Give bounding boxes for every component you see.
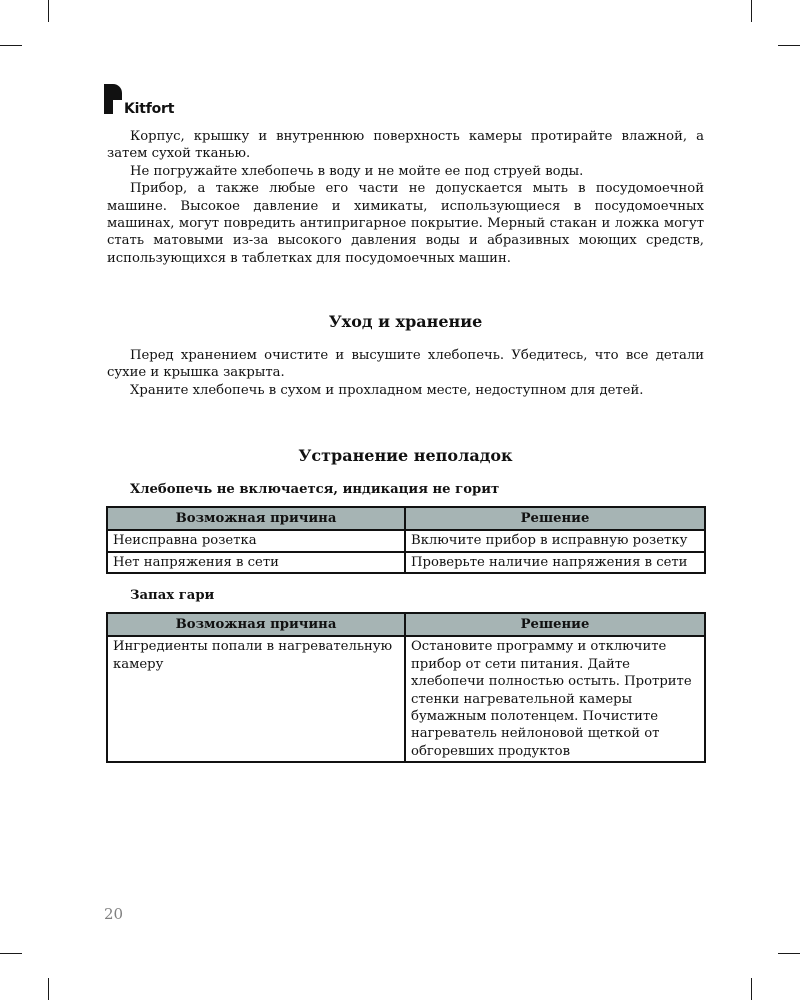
intro-paragraph: Корпус, крышку и внутреннюю поверхность камеры протирайте влажной, а затем сухой тканью. [107,129,704,162]
table-row [107,552,705,573]
care-text [107,347,704,399]
table-row [107,636,705,762]
column-header-cause: Возможная причина [107,613,405,636]
intro-text [107,128,704,267]
crop-mark-left-top [0,45,22,46]
table-header-row [107,507,705,530]
solution-cell: Остановите программу и отключите прибор от сети питания. Дайте хлебопечи полностью остыть. Протрите стенки нагревательной камеры бумажным полотенцем. Почистите нагреватель нейлоновой щеткой от обгоревших продуктов [405,636,705,762]
page-number: 20 [104,905,124,923]
cause-cell: Ингредиенты попали в нагревательную камеру [107,636,405,762]
care-paragraph: Перед хранением очистите и высушите хлебопечь. Убедитесь, что все детали сухие и крышка закрыта. [107,348,704,381]
troubleshooting-table-burning-smell [106,612,706,763]
column-header-cause: Возможная причина [107,507,405,530]
intro-paragraph: Не погружайте хлебопечь в воду и не мойте ее под струей воды. [130,163,584,179]
solution-cell: Включите прибор в исправную розетку [405,530,705,551]
crop-mark-top-right [751,0,752,22]
problem-heading-no-power: Хлебопечь не включается, индикация не горит [130,482,500,497]
column-header-solution: Решение [405,507,705,530]
brand-name: Kitfort [124,101,175,117]
crop-mark-bottom-right [751,978,752,1000]
care-paragraph: Храните хлебопечь в сухом и прохладном месте, недоступном для детей. [130,382,644,398]
crop-mark-right-top [778,45,800,46]
crop-mark-right-bottom [778,953,800,954]
table-row [107,530,705,551]
column-header-solution: Решение [405,613,705,636]
cause-cell: Неисправна розетка [107,530,405,551]
table-header-row [107,613,705,636]
care-section-title: Уход и хранение [328,312,483,331]
troubleshooting-table-no-power [106,506,706,574]
troubleshooting-section-title: Устранение неполадок [298,446,513,465]
kitfort-logo-icon [104,84,122,114]
problem-heading-burning-smell: Запах гари [130,588,215,603]
crop-mark-bottom-left [48,978,49,1000]
crop-mark-top-left [48,0,49,22]
cause-cell: Нет напряжения в сети [107,552,405,573]
crop-mark-left-bottom [0,953,22,954]
intro-paragraph: Прибор, а также любые его части не допускается мыть в посудомоечной машине. Высокое давление и химикаты, использующиеся в посудомоечных машинах, могут повредить антипригарное покрытие. Мерный стакан и ложка могут стать матовыми из-за высокого давления воды и абразивных моющих средств, использующихся в таблетках для посудомоечных машин. [107,181,704,266]
solution-cell: Проверьте наличие напряжения в сети [405,552,705,573]
